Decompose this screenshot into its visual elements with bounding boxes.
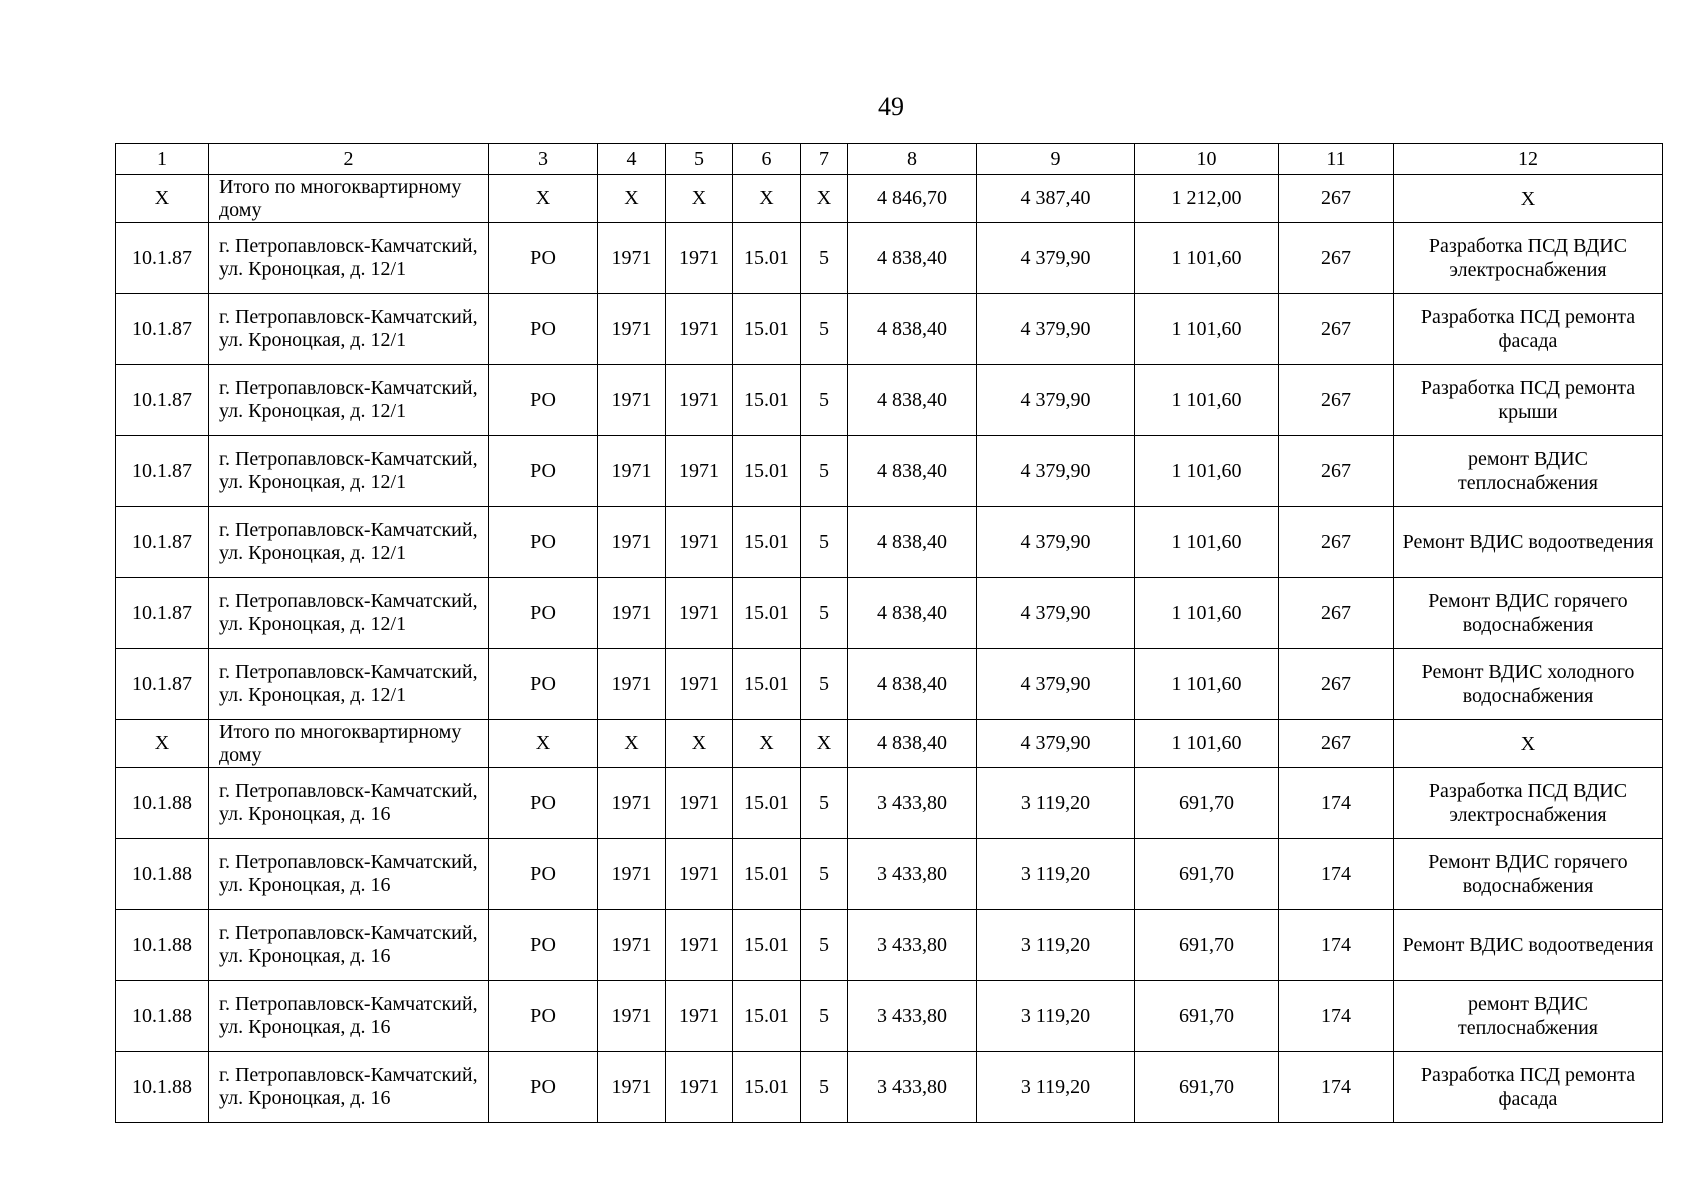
row-number-cell: 10.1.87 (116, 223, 209, 294)
year-cell: 1971 (598, 649, 666, 720)
row-number-cell: 10.1.87 (116, 436, 209, 507)
address-cell: г. Петропавловск-Камчатский, ул. Кроноцкая, д. 12/1 (209, 436, 489, 507)
year-cell: 1971 (598, 1052, 666, 1123)
work-type-cell: Разработка ПСД ремонта фасада (1394, 1052, 1663, 1123)
column-number: 2 (209, 144, 489, 175)
residents-cell: 267 (1279, 436, 1394, 507)
work-type-cell: Ремонт ВДИС горячего водоснабжения (1394, 839, 1663, 910)
residents-cell: 267 (1279, 578, 1394, 649)
work-type-cell: Разработка ПСД ВДИС электроснабжения (1394, 223, 1663, 294)
year-cell: Х (598, 720, 666, 768)
table-row (116, 436, 1663, 507)
address-cell: Итого по многоквартирному дому (209, 720, 489, 768)
work-type-cell: Ремонт ВДИС холодного водоснабжения (1394, 649, 1663, 720)
code-cell: 15.01 (733, 294, 801, 365)
type-cell: РО (489, 578, 598, 649)
work-type-cell: Ремонт ВДИС горячего водоснабжения (1394, 578, 1663, 649)
address-cell: г. Петропавловск-Камчатский, ул. Кроноцкая, д. 16 (209, 981, 489, 1052)
year-cell: 1971 (666, 223, 733, 294)
year-cell: 1971 (598, 910, 666, 981)
floors-cell: 5 (801, 839, 848, 910)
area-cell: 4 379,90 (977, 649, 1135, 720)
table-row-total (116, 720, 1663, 768)
row-number-cell: 10.1.88 (116, 768, 209, 839)
column-number-row (116, 144, 1663, 175)
area-cell: 4 838,40 (848, 507, 977, 578)
column-number: 6 (733, 144, 801, 175)
area-cell: 4 379,90 (977, 365, 1135, 436)
residents-cell: 267 (1279, 294, 1394, 365)
code-cell: 15.01 (733, 436, 801, 507)
area-cell: 1 101,60 (1135, 294, 1279, 365)
residents-cell: 267 (1279, 175, 1394, 223)
residents-cell: 267 (1279, 223, 1394, 294)
year-cell: Х (598, 175, 666, 223)
year-cell: 1971 (598, 365, 666, 436)
area-cell: 1 101,60 (1135, 507, 1279, 578)
year-cell: 1971 (666, 1052, 733, 1123)
row-number-cell: Х (116, 175, 209, 223)
area-cell: 3 433,80 (848, 768, 977, 839)
table-row (116, 365, 1663, 436)
floors-cell: 5 (801, 365, 848, 436)
area-cell: 1 101,60 (1135, 365, 1279, 436)
year-cell: 1971 (666, 910, 733, 981)
residents-cell: 267 (1279, 649, 1394, 720)
year-cell: 1971 (666, 578, 733, 649)
table-row (116, 981, 1663, 1052)
area-cell: 691,70 (1135, 910, 1279, 981)
area-cell: 691,70 (1135, 981, 1279, 1052)
area-cell: 3 119,20 (977, 981, 1135, 1052)
area-cell: 3 119,20 (977, 839, 1135, 910)
floors-cell: 5 (801, 649, 848, 720)
address-cell: г. Петропавловск-Камчатский, ул. Кроноцкая, д. 12/1 (209, 223, 489, 294)
floors-cell: Х (801, 720, 848, 768)
address-cell: г. Петропавловск-Камчатский, ул. Кроноцкая, д. 16 (209, 768, 489, 839)
floors-cell: 5 (801, 294, 848, 365)
area-cell: 3 433,80 (848, 910, 977, 981)
floors-cell: 5 (801, 507, 848, 578)
row-number-cell: 10.1.88 (116, 981, 209, 1052)
table-body (116, 144, 1663, 1123)
year-cell: 1971 (598, 839, 666, 910)
area-cell: 3 119,20 (977, 1052, 1135, 1123)
column-number: 11 (1279, 144, 1394, 175)
table-row (116, 910, 1663, 981)
address-cell: г. Петропавловск-Камчатский, ул. Кроноцкая, д. 12/1 (209, 578, 489, 649)
area-cell: 691,70 (1135, 768, 1279, 839)
area-cell: 4 379,90 (977, 578, 1135, 649)
year-cell: 1971 (598, 436, 666, 507)
address-cell: г. Петропавловск-Камчатский, ул. Кроноцкая, д. 16 (209, 910, 489, 981)
type-cell: РО (489, 436, 598, 507)
table-row (116, 768, 1663, 839)
address-cell: г. Петропавловск-Камчатский, ул. Кроноцкая, д. 12/1 (209, 365, 489, 436)
address-cell: г. Петропавловск-Камчатский, ул. Кроноцкая, д. 16 (209, 839, 489, 910)
work-type-cell: Разработка ПСД ремонта крыши (1394, 365, 1663, 436)
row-number-cell: 10.1.87 (116, 294, 209, 365)
type-cell: РО (489, 649, 598, 720)
year-cell: Х (666, 175, 733, 223)
code-cell: Х (733, 175, 801, 223)
type-cell: РО (489, 507, 598, 578)
address-cell: г. Петропавловск-Камчатский, ул. Кроноцкая, д. 12/1 (209, 294, 489, 365)
code-cell: Х (733, 720, 801, 768)
row-number-cell: 10.1.87 (116, 365, 209, 436)
type-cell: РО (489, 1052, 598, 1123)
residents-cell: 174 (1279, 768, 1394, 839)
area-cell: 4 379,90 (977, 720, 1135, 768)
column-number: 10 (1135, 144, 1279, 175)
code-cell: 15.01 (733, 768, 801, 839)
area-cell: 4 379,90 (977, 294, 1135, 365)
type-cell: РО (489, 223, 598, 294)
residents-cell: 174 (1279, 1052, 1394, 1123)
area-cell: 4 838,40 (848, 294, 977, 365)
area-cell: 1 101,60 (1135, 720, 1279, 768)
work-type-cell: ремонт ВДИС теплоснабжения (1394, 981, 1663, 1052)
area-cell: 1 101,60 (1135, 649, 1279, 720)
year-cell: Х (666, 720, 733, 768)
area-cell: 4 379,90 (977, 507, 1135, 578)
area-cell: 4 838,40 (848, 720, 977, 768)
area-cell: 4 379,90 (977, 223, 1135, 294)
residents-cell: 174 (1279, 839, 1394, 910)
type-cell: РО (489, 839, 598, 910)
address-cell: г. Петропавловск-Камчатский, ул. Кроноцкая, д. 12/1 (209, 507, 489, 578)
area-cell: 4 838,40 (848, 578, 977, 649)
work-type-cell: Ремонт ВДИС водоотведения (1394, 507, 1663, 578)
column-number: 8 (848, 144, 977, 175)
code-cell: 15.01 (733, 578, 801, 649)
area-cell: 1 101,60 (1135, 223, 1279, 294)
area-cell: 691,70 (1135, 1052, 1279, 1123)
area-cell: 4 838,40 (848, 436, 977, 507)
floors-cell: 5 (801, 768, 848, 839)
area-cell: 3 433,80 (848, 839, 977, 910)
type-cell: РО (489, 294, 598, 365)
floors-cell: 5 (801, 910, 848, 981)
table-row (116, 578, 1663, 649)
column-number: 9 (977, 144, 1135, 175)
year-cell: 1971 (666, 981, 733, 1052)
year-cell: 1971 (666, 365, 733, 436)
column-number: 4 (598, 144, 666, 175)
page-number: 49 (878, 92, 904, 121)
column-number: 7 (801, 144, 848, 175)
address-cell: г. Петропавловск-Камчатский, ул. Кроноцкая, д. 12/1 (209, 649, 489, 720)
code-cell: 15.01 (733, 365, 801, 436)
year-cell: 1971 (666, 294, 733, 365)
column-number: 1 (116, 144, 209, 175)
row-number-cell: 10.1.88 (116, 910, 209, 981)
table-row-total (116, 175, 1663, 223)
year-cell: 1971 (598, 223, 666, 294)
table-row (116, 223, 1663, 294)
year-cell: 1971 (666, 507, 733, 578)
row-number-cell: 10.1.87 (116, 507, 209, 578)
floors-cell: 5 (801, 1052, 848, 1123)
work-type-cell: Разработка ПСД ВДИС электроснабжения (1394, 768, 1663, 839)
code-cell: 15.01 (733, 839, 801, 910)
floors-cell: 5 (801, 981, 848, 1052)
area-cell: 4 387,40 (977, 175, 1135, 223)
year-cell: 1971 (598, 981, 666, 1052)
work-type-cell: Х (1394, 175, 1663, 223)
area-cell: 4 846,70 (848, 175, 977, 223)
row-number-cell: Х (116, 720, 209, 768)
year-cell: 1971 (666, 649, 733, 720)
address-cell: г. Петропавловск-Камчатский, ул. Кроноцкая, д. 16 (209, 1052, 489, 1123)
area-cell: 3 119,20 (977, 768, 1135, 839)
type-cell: Х (489, 175, 598, 223)
area-cell: 691,70 (1135, 839, 1279, 910)
row-number-cell: 10.1.87 (116, 578, 209, 649)
code-cell: 15.01 (733, 649, 801, 720)
work-type-cell: ремонт ВДИС теплоснабжения (1394, 436, 1663, 507)
table-row (116, 1052, 1663, 1123)
area-cell: 4 838,40 (848, 365, 977, 436)
type-cell: Х (489, 720, 598, 768)
residents-cell: 267 (1279, 365, 1394, 436)
address-cell: Итого по многоквартирному дому (209, 175, 489, 223)
table-row (116, 294, 1663, 365)
floors-cell: 5 (801, 223, 848, 294)
area-cell: 4 379,90 (977, 436, 1135, 507)
area-cell: 4 838,40 (848, 649, 977, 720)
year-cell: 1971 (598, 507, 666, 578)
type-cell: РО (489, 365, 598, 436)
code-cell: 15.01 (733, 910, 801, 981)
column-number: 12 (1394, 144, 1663, 175)
area-cell: 3 433,80 (848, 981, 977, 1052)
table-row (116, 839, 1663, 910)
area-cell: 1 212,00 (1135, 175, 1279, 223)
code-cell: 15.01 (733, 1052, 801, 1123)
work-type-cell: Разработка ПСД ремонта фасада (1394, 294, 1663, 365)
residents-cell: 267 (1279, 507, 1394, 578)
area-cell: 1 101,60 (1135, 436, 1279, 507)
area-cell: 3 433,80 (848, 1052, 977, 1123)
row-number-cell: 10.1.88 (116, 839, 209, 910)
floors-cell: Х (801, 175, 848, 223)
code-cell: 15.01 (733, 981, 801, 1052)
code-cell: 15.01 (733, 507, 801, 578)
column-number: 3 (489, 144, 598, 175)
capital-repair-table (115, 143, 1663, 1123)
year-cell: 1971 (598, 294, 666, 365)
type-cell: РО (489, 768, 598, 839)
row-number-cell: 10.1.87 (116, 649, 209, 720)
area-cell: 1 101,60 (1135, 578, 1279, 649)
year-cell: 1971 (666, 436, 733, 507)
year-cell: 1971 (598, 768, 666, 839)
year-cell: 1971 (666, 839, 733, 910)
work-type-cell: Ремонт ВДИС водоотведения (1394, 910, 1663, 981)
column-number: 5 (666, 144, 733, 175)
work-type-cell: Х (1394, 720, 1663, 768)
row-number-cell: 10.1.88 (116, 1052, 209, 1123)
code-cell: 15.01 (733, 223, 801, 294)
area-cell: 3 119,20 (977, 910, 1135, 981)
residents-cell: 174 (1279, 981, 1394, 1052)
residents-cell: 174 (1279, 910, 1394, 981)
type-cell: РО (489, 910, 598, 981)
table-row (116, 507, 1663, 578)
residents-cell: 267 (1279, 720, 1394, 768)
year-cell: 1971 (598, 578, 666, 649)
floors-cell: 5 (801, 578, 848, 649)
area-cell: 4 838,40 (848, 223, 977, 294)
floors-cell: 5 (801, 436, 848, 507)
table-row (116, 649, 1663, 720)
type-cell: РО (489, 981, 598, 1052)
year-cell: 1971 (666, 768, 733, 839)
